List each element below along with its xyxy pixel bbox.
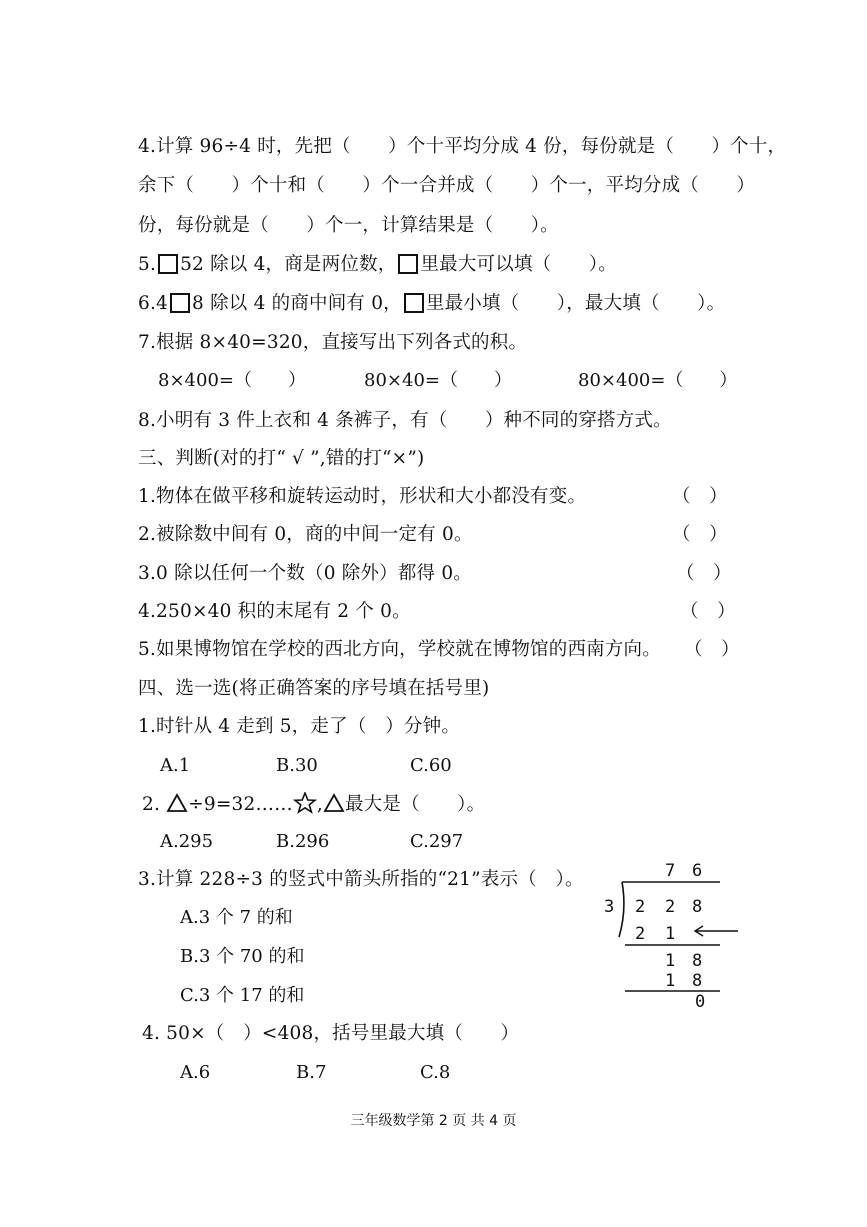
quotient-digit-tens: 7	[665, 861, 676, 881]
choice-q3-option-c: C.3 个 17 的和	[180, 985, 305, 1006]
choice-q4-option-b: B.7	[296, 1062, 327, 1083]
judge-item-2: 2.被除数中间有 0，商的中间一定有 0。	[138, 524, 473, 545]
page-footer: 三年级数学第 2 页 共 4 页	[350, 1113, 517, 1129]
division-bracket	[619, 882, 624, 937]
choice-q1-option-c: C.60	[410, 755, 452, 776]
judge-item-5: 5.如果博物馆在学校的西北方向，学校就在博物馆的西南方向。	[138, 639, 661, 660]
judge-paren-1: （ ）	[672, 486, 728, 507]
choice-q4-option-c: C.8	[420, 1062, 451, 1083]
divisor: 3	[604, 897, 615, 917]
judge-item-3: 3.0 除以任何一个数（0 除外）都得 0。	[138, 563, 473, 584]
step3-digit-1: 1	[665, 971, 676, 991]
q7-text: 7.根据 8×40=320，直接写出下列各式的积。	[138, 332, 528, 353]
choice-q1-option-b: B.30	[276, 755, 318, 776]
section4-title: 四、选一选(将正确答案的序号填在括号里)	[138, 678, 490, 699]
choice-q2-prefix: 2.	[142, 794, 161, 815]
choice-q2-mid: ÷9=32……	[188, 794, 293, 815]
judge-item-1: 1.物体在做平移和旋转运动时，形状和大小都没有变。	[138, 486, 587, 507]
choice-q2-line: 2. ÷9=32…… , 最大是（ ）。	[142, 794, 486, 815]
q7-item-3: 80×400=（ ）	[578, 370, 738, 391]
blank-box	[158, 254, 178, 274]
choice-q4-text: 4. 50×（ ）<408，括号里最大填（ ）	[142, 1023, 520, 1044]
star-icon	[293, 792, 317, 814]
blank-box	[398, 254, 418, 274]
choice-q1-text: 1.时针从 4 走到 5，走了（ ）分钟。	[138, 716, 461, 737]
step2-digit-2: 8	[692, 951, 703, 971]
q6-suffix: 里最小填（ ），最大填（ ）。	[425, 293, 726, 314]
step1-digit-1: 2	[635, 924, 646, 944]
triangle-icon	[323, 793, 345, 813]
choice-q4-option-a: A.6	[180, 1062, 211, 1083]
long-division-figure	[595, 855, 755, 1015]
choice-q2-option-c: C.297	[410, 831, 464, 852]
judge-paren-5: （ ）	[684, 639, 740, 660]
q5-prefix: 5.	[138, 254, 157, 275]
choice-q2-option-b: B.296	[276, 831, 330, 852]
q5-line	[138, 253, 617, 277]
choice-q2-option-a: A.295	[160, 831, 214, 852]
dividend-digit-3: 8	[692, 897, 703, 917]
judge-item-4: 4.250×40 积的末尾有 2 个 0。	[138, 601, 411, 622]
judge-paren-3: （ ）	[676, 563, 732, 584]
choice-q3-text: 3.计算 228÷3 的竖式中箭头所指的“21”表示（ ）。	[138, 869, 584, 890]
judge-paren-2: （ ）	[672, 524, 728, 545]
q8-text: 8.小明有 3 件上衣和 4 条裤子，有（ ）种不同的穿搭方式。	[138, 410, 672, 431]
choice-q2-suffix: 最大是（ ）。	[344, 794, 486, 815]
remainder: 0	[695, 992, 706, 1012]
q6-mid: 8 除以 4 的商中间有 0，	[192, 293, 402, 314]
triangle-icon	[166, 793, 188, 813]
choice-q1-option-a: A.1	[160, 755, 191, 776]
q6-prefix: 6.4	[138, 293, 169, 314]
quotient-digit-ones: 6	[692, 861, 703, 881]
step3-digit-2: 8	[692, 971, 703, 991]
step1-digit-2: 1	[665, 924, 676, 944]
q4-line3: 份，每份就是（ ）个一，计算结果是（ ）。	[138, 215, 559, 236]
q4-line2: 余下（ ）个十和（ ）个一合并成（ ）个一，平均分成（ ）	[138, 175, 756, 196]
q6-line	[138, 292, 725, 316]
judge-paren-4: （ ）	[680, 601, 736, 622]
section3-title: 三、判断(对的打“ √ ”,错的打“×”)	[138, 448, 425, 469]
blank-box	[404, 293, 424, 313]
choice-q3-option-b: B.3 个 70 的和	[180, 946, 305, 967]
q7-item-1: 8×400=（ ）	[158, 370, 306, 391]
choice-q3-option-a: A.3 个 7 的和	[180, 907, 293, 928]
dividend-digit-2: 2	[665, 897, 676, 917]
blank-box	[170, 293, 190, 313]
q4-line1: 4.计算 96÷4 时，先把（ ）个十平均分成 4 份，每份就是（ ）个十，	[138, 136, 787, 157]
dividend-digit-1: 2	[635, 897, 646, 917]
q5-mid: 52 除以 4，商是两位数，	[180, 254, 397, 275]
q7-item-2: 80×40=（ ）	[364, 370, 512, 391]
step2-digit-1: 1	[665, 951, 676, 971]
q5-suffix: 里最大可以填（ ）。	[420, 254, 617, 275]
